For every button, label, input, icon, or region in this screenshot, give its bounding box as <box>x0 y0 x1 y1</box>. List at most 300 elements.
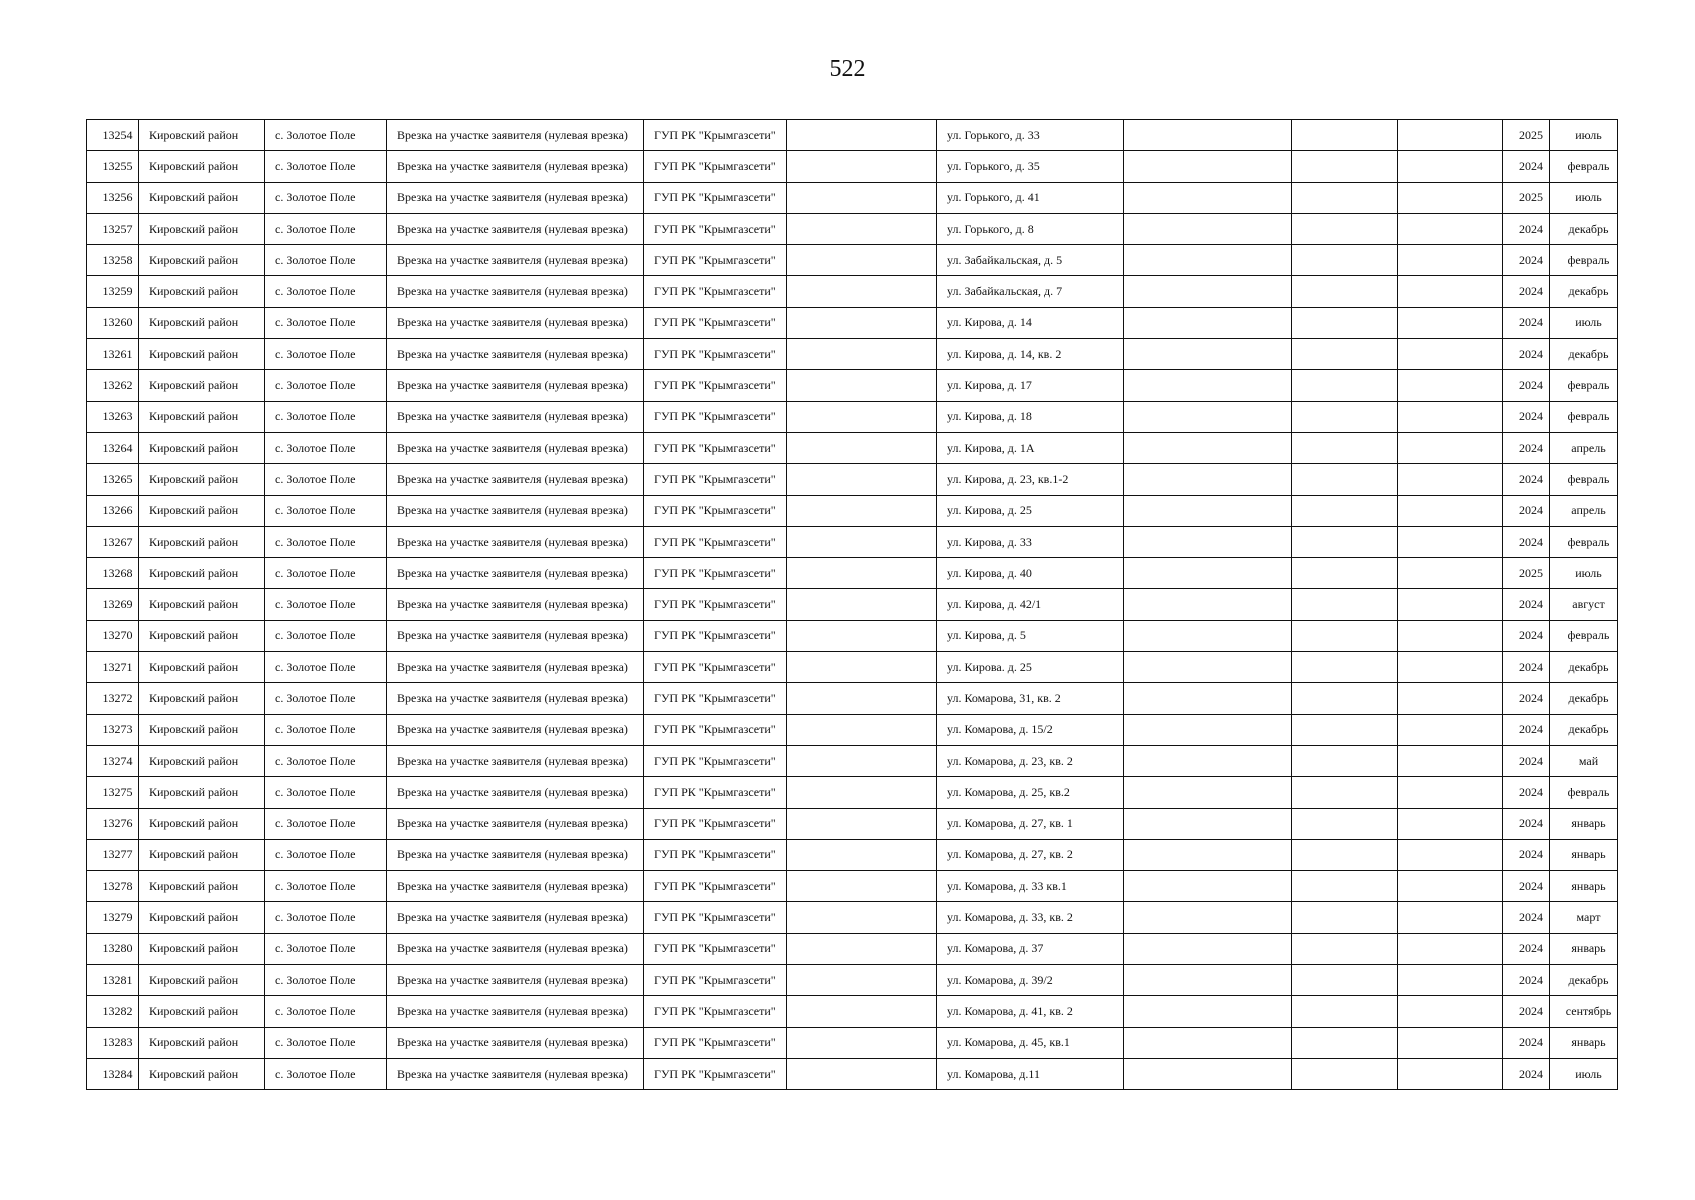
organization-cell: ГУП РК "Крымгазсети" <box>644 432 787 463</box>
work-type-cell: Врезка на участке заявителя (нулевая врезка) <box>387 558 644 589</box>
year-cell: 2024 <box>1503 1027 1550 1058</box>
year-cell: 2024 <box>1503 339 1550 370</box>
organization-cell: ГУП РК "Крымгазсети" <box>644 276 787 307</box>
month-cell: декабрь <box>1550 965 1618 996</box>
month-cell: апрель <box>1550 495 1618 526</box>
empty-cell <box>787 714 937 745</box>
address-cell: ул. Комарова, д. 27, кв. 2 <box>937 839 1124 870</box>
empty-cell <box>1124 182 1292 213</box>
work-type-cell: Врезка на участке заявителя (нулевая врезка) <box>387 652 644 683</box>
empty-cell <box>1398 1058 1503 1089</box>
empty-cell <box>1398 839 1503 870</box>
record-number: 13273 <box>87 714 139 745</box>
settlement-cell: с. Золотое Поле <box>265 652 387 683</box>
year-cell: 2024 <box>1503 808 1550 839</box>
empty-cell <box>1398 307 1503 338</box>
empty-cell <box>1398 432 1503 463</box>
work-type-cell: Врезка на участке заявителя (нулевая врезка) <box>387 1058 644 1089</box>
record-number: 13255 <box>87 151 139 182</box>
record-number: 13264 <box>87 432 139 463</box>
settlement-cell: с. Золотое Поле <box>265 401 387 432</box>
empty-cell <box>1292 245 1398 276</box>
empty-cell <box>1398 714 1503 745</box>
table-row <box>87 464 1618 495</box>
empty-cell <box>787 339 937 370</box>
month-cell: сентябрь <box>1550 996 1618 1027</box>
table-row <box>87 213 1618 244</box>
settlement-cell: с. Золотое Поле <box>265 1058 387 1089</box>
work-type-cell: Врезка на участке заявителя (нулевая врезка) <box>387 714 644 745</box>
district-cell: Кировский район <box>139 151 265 182</box>
district-cell: Кировский район <box>139 933 265 964</box>
empty-cell <box>1124 933 1292 964</box>
work-type-cell: Врезка на участке заявителя (нулевая врезка) <box>387 151 644 182</box>
district-cell: Кировский район <box>139 777 265 808</box>
record-number: 13275 <box>87 777 139 808</box>
empty-cell <box>787 401 937 432</box>
empty-cell <box>1292 213 1398 244</box>
work-type-cell: Врезка на участке заявителя (нулевая врезка) <box>387 526 644 557</box>
empty-cell <box>1124 307 1292 338</box>
settlement-cell: с. Золотое Поле <box>265 839 387 870</box>
month-cell: апрель <box>1550 432 1618 463</box>
work-type-cell: Врезка на участке заявителя (нулевая врезка) <box>387 965 644 996</box>
table-row <box>87 432 1618 463</box>
empty-cell <box>1292 307 1398 338</box>
work-type-cell: Врезка на участке заявителя (нулевая врезка) <box>387 683 644 714</box>
work-type-cell: Врезка на участке заявителя (нулевая врезка) <box>387 902 644 933</box>
organization-cell: ГУП РК "Крымгазсети" <box>644 464 787 495</box>
empty-cell <box>1292 1027 1398 1058</box>
empty-cell <box>1398 933 1503 964</box>
record-number: 13274 <box>87 745 139 776</box>
empty-cell <box>787 464 937 495</box>
year-cell: 2024 <box>1503 151 1550 182</box>
work-type-cell: Врезка на участке заявителя (нулевая врезка) <box>387 401 644 432</box>
address-cell: ул. Комарова, д.11 <box>937 1058 1124 1089</box>
record-number: 13262 <box>87 370 139 401</box>
empty-cell <box>787 933 937 964</box>
empty-cell <box>1124 620 1292 651</box>
settlement-cell: с. Золотое Поле <box>265 432 387 463</box>
year-cell: 2024 <box>1503 996 1550 1027</box>
settlement-cell: с. Золотое Поле <box>265 714 387 745</box>
empty-cell <box>787 307 937 338</box>
table-row <box>87 714 1618 745</box>
empty-cell <box>1292 839 1398 870</box>
year-cell: 2024 <box>1503 245 1550 276</box>
address-cell: ул. Забайкальская, д. 7 <box>937 276 1124 307</box>
record-number: 13261 <box>87 339 139 370</box>
record-number: 13266 <box>87 495 139 526</box>
month-cell: июль <box>1550 307 1618 338</box>
empty-cell <box>1292 777 1398 808</box>
work-type-cell: Врезка на участке заявителя (нулевая врезка) <box>387 307 644 338</box>
work-type-cell: Врезка на участке заявителя (нулевая врезка) <box>387 933 644 964</box>
address-cell: ул. Кирова. д. 25 <box>937 652 1124 683</box>
empty-cell <box>1398 589 1503 620</box>
settlement-cell: с. Золотое Поле <box>265 902 387 933</box>
district-cell: Кировский район <box>139 902 265 933</box>
empty-cell <box>1398 526 1503 557</box>
organization-cell: ГУП РК "Крымгазсети" <box>644 120 787 151</box>
district-cell: Кировский район <box>139 213 265 244</box>
empty-cell <box>1124 652 1292 683</box>
table-row <box>87 182 1618 213</box>
address-cell: ул. Комарова, д. 33, кв. 2 <box>937 902 1124 933</box>
settlement-cell: с. Золотое Поле <box>265 151 387 182</box>
district-cell: Кировский район <box>139 370 265 401</box>
empty-cell <box>787 745 937 776</box>
empty-cell <box>1124 745 1292 776</box>
empty-cell <box>1124 589 1292 620</box>
year-cell: 2024 <box>1503 276 1550 307</box>
address-cell: ул. Кирова, д. 14 <box>937 307 1124 338</box>
empty-cell <box>1292 996 1398 1027</box>
empty-cell <box>1398 276 1503 307</box>
empty-cell <box>1292 151 1398 182</box>
empty-cell <box>1398 808 1503 839</box>
empty-cell <box>1398 120 1503 151</box>
empty-cell <box>1124 714 1292 745</box>
empty-cell <box>1124 683 1292 714</box>
settlement-cell: с. Золотое Поле <box>265 777 387 808</box>
month-cell: декабрь <box>1550 339 1618 370</box>
work-type-cell: Врезка на участке заявителя (нулевая врезка) <box>387 620 644 651</box>
table-row <box>87 589 1618 620</box>
address-cell: ул. Комарова, 31, кв. 2 <box>937 683 1124 714</box>
work-type-cell: Врезка на участке заявителя (нулевая врезка) <box>387 464 644 495</box>
work-type-cell: Врезка на участке заявителя (нулевая врезка) <box>387 839 644 870</box>
record-number: 13278 <box>87 871 139 902</box>
empty-cell <box>1398 902 1503 933</box>
month-cell: февраль <box>1550 620 1618 651</box>
record-number: 13271 <box>87 652 139 683</box>
month-cell: август <box>1550 589 1618 620</box>
address-cell: ул. Горького, д. 33 <box>937 120 1124 151</box>
month-cell: декабрь <box>1550 213 1618 244</box>
year-cell: 2024 <box>1503 589 1550 620</box>
empty-cell <box>1292 526 1398 557</box>
empty-cell <box>1124 1027 1292 1058</box>
table-row <box>87 1058 1618 1089</box>
table-row <box>87 652 1618 683</box>
address-cell: ул. Комарова, д. 41, кв. 2 <box>937 996 1124 1027</box>
empty-cell <box>1124 808 1292 839</box>
settlement-cell: с. Золотое Поле <box>265 558 387 589</box>
settlement-cell: с. Золотое Поле <box>265 965 387 996</box>
empty-cell <box>1398 683 1503 714</box>
empty-cell <box>1124 245 1292 276</box>
record-number: 13257 <box>87 213 139 244</box>
settlement-cell: с. Золотое Поле <box>265 683 387 714</box>
empty-cell <box>1398 151 1503 182</box>
empty-cell <box>1398 652 1503 683</box>
organization-cell: ГУП РК "Крымгазсети" <box>644 182 787 213</box>
record-number: 13267 <box>87 526 139 557</box>
work-type-cell: Врезка на участке заявителя (нулевая врезка) <box>387 1027 644 1058</box>
organization-cell: ГУП РК "Крымгазсети" <box>644 620 787 651</box>
organization-cell: ГУП РК "Крымгазсети" <box>644 871 787 902</box>
record-number: 13283 <box>87 1027 139 1058</box>
district-cell: Кировский район <box>139 839 265 870</box>
district-cell: Кировский район <box>139 714 265 745</box>
empty-cell <box>1398 777 1503 808</box>
year-cell: 2024 <box>1503 401 1550 432</box>
empty-cell <box>1398 370 1503 401</box>
empty-cell <box>787 871 937 902</box>
empty-cell <box>787 902 937 933</box>
address-cell: ул. Комарова, д. 15/2 <box>937 714 1124 745</box>
settlement-cell: с. Золотое Поле <box>265 526 387 557</box>
table-row <box>87 307 1618 338</box>
organization-cell: ГУП РК "Крымгазсети" <box>644 808 787 839</box>
table-row <box>87 683 1618 714</box>
month-cell: январь <box>1550 808 1618 839</box>
table-row <box>87 620 1618 651</box>
organization-cell: ГУП РК "Крымгазсети" <box>644 151 787 182</box>
work-type-cell: Врезка на участке заявителя (нулевая врезка) <box>387 589 644 620</box>
month-cell: февраль <box>1550 401 1618 432</box>
year-cell: 2024 <box>1503 871 1550 902</box>
district-cell: Кировский район <box>139 432 265 463</box>
year-cell: 2024 <box>1503 432 1550 463</box>
empty-cell <box>1124 339 1292 370</box>
district-cell: Кировский район <box>139 996 265 1027</box>
organization-cell: ГУП РК "Крымгазсети" <box>644 370 787 401</box>
empty-cell <box>1292 902 1398 933</box>
district-cell: Кировский район <box>139 526 265 557</box>
empty-cell <box>1292 495 1398 526</box>
empty-cell <box>1398 620 1503 651</box>
work-type-cell: Врезка на участке заявителя (нулевая врезка) <box>387 996 644 1027</box>
empty-cell <box>1124 965 1292 996</box>
table-row <box>87 777 1618 808</box>
empty-cell <box>1292 120 1398 151</box>
empty-cell <box>787 120 937 151</box>
record-number: 13259 <box>87 276 139 307</box>
district-cell: Кировский район <box>139 339 265 370</box>
district-cell: Кировский район <box>139 120 265 151</box>
empty-cell <box>787 558 937 589</box>
year-cell: 2025 <box>1503 182 1550 213</box>
empty-cell <box>1124 1058 1292 1089</box>
empty-cell <box>787 965 937 996</box>
year-cell: 2024 <box>1503 495 1550 526</box>
district-cell: Кировский район <box>139 871 265 902</box>
empty-cell <box>1124 401 1292 432</box>
table-row <box>87 808 1618 839</box>
record-number: 13282 <box>87 996 139 1027</box>
organization-cell: ГУП РК "Крымгазсети" <box>644 683 787 714</box>
organization-cell: ГУП РК "Крымгазсети" <box>644 213 787 244</box>
record-number: 13254 <box>87 120 139 151</box>
table-row <box>87 339 1618 370</box>
empty-cell <box>1398 495 1503 526</box>
work-type-cell: Врезка на участке заявителя (нулевая врезка) <box>387 871 644 902</box>
work-type-cell: Врезка на участке заявителя (нулевая врезка) <box>387 339 644 370</box>
empty-cell <box>1398 401 1503 432</box>
month-cell: февраль <box>1550 777 1618 808</box>
record-number: 13263 <box>87 401 139 432</box>
empty-cell <box>1124 871 1292 902</box>
empty-cell <box>1292 370 1398 401</box>
empty-cell <box>787 370 937 401</box>
year-cell: 2024 <box>1503 683 1550 714</box>
registry-table <box>86 119 1618 1090</box>
settlement-cell: с. Золотое Поле <box>265 620 387 651</box>
table-row <box>87 151 1618 182</box>
district-cell: Кировский район <box>139 683 265 714</box>
month-cell: февраль <box>1550 245 1618 276</box>
empty-cell <box>1124 432 1292 463</box>
empty-cell <box>1398 558 1503 589</box>
district-cell: Кировский район <box>139 495 265 526</box>
year-cell: 2024 <box>1503 714 1550 745</box>
record-number: 13272 <box>87 683 139 714</box>
settlement-cell: с. Золотое Поле <box>265 245 387 276</box>
settlement-cell: с. Золотое Поле <box>265 589 387 620</box>
organization-cell: ГУП РК "Крымгазсети" <box>644 495 787 526</box>
empty-cell <box>787 182 937 213</box>
record-number: 13256 <box>87 182 139 213</box>
address-cell: ул. Горького, д. 35 <box>937 151 1124 182</box>
table-row <box>87 245 1618 276</box>
empty-cell <box>1398 245 1503 276</box>
table-row <box>87 495 1618 526</box>
empty-cell <box>1124 495 1292 526</box>
month-cell: февраль <box>1550 151 1618 182</box>
month-cell: декабрь <box>1550 683 1618 714</box>
district-cell: Кировский район <box>139 589 265 620</box>
empty-cell <box>1124 777 1292 808</box>
month-cell: июль <box>1550 558 1618 589</box>
month-cell: январь <box>1550 871 1618 902</box>
empty-cell <box>787 620 937 651</box>
organization-cell: ГУП РК "Крымгазсети" <box>644 526 787 557</box>
month-cell: июль <box>1550 182 1618 213</box>
settlement-cell: с. Золотое Поле <box>265 1027 387 1058</box>
record-number: 13281 <box>87 965 139 996</box>
settlement-cell: с. Золотое Поле <box>265 871 387 902</box>
empty-cell <box>1398 464 1503 495</box>
district-cell: Кировский район <box>139 745 265 776</box>
work-type-cell: Врезка на участке заявителя (нулевая врезка) <box>387 745 644 776</box>
empty-cell <box>787 432 937 463</box>
address-cell: ул. Комарова, д. 37 <box>937 933 1124 964</box>
organization-cell: ГУП РК "Крымгазсети" <box>644 558 787 589</box>
settlement-cell: с. Золотое Поле <box>265 370 387 401</box>
table-row <box>87 902 1618 933</box>
empty-cell <box>787 589 937 620</box>
record-number: 13258 <box>87 245 139 276</box>
settlement-cell: с. Золотое Поле <box>265 933 387 964</box>
table-row <box>87 276 1618 307</box>
organization-cell: ГУП РК "Крымгазсети" <box>644 839 787 870</box>
page-number: 522 <box>829 56 866 82</box>
district-cell: Кировский район <box>139 965 265 996</box>
table-row <box>87 839 1618 870</box>
work-type-cell: Врезка на участке заявителя (нулевая врезка) <box>387 276 644 307</box>
table-row <box>87 558 1618 589</box>
settlement-cell: с. Золотое Поле <box>265 495 387 526</box>
address-cell: ул. Кирова, д. 40 <box>937 558 1124 589</box>
year-cell: 2024 <box>1503 213 1550 244</box>
organization-cell: ГУП РК "Крымгазсети" <box>644 996 787 1027</box>
month-cell: июль <box>1550 120 1618 151</box>
empty-cell <box>1124 120 1292 151</box>
address-cell: ул. Кирова, д. 17 <box>937 370 1124 401</box>
organization-cell: ГУП РК "Крымгазсети" <box>644 745 787 776</box>
district-cell: Кировский район <box>139 620 265 651</box>
record-number: 13279 <box>87 902 139 933</box>
address-cell: ул. Кирова, д. 14, кв. 2 <box>937 339 1124 370</box>
organization-cell: ГУП РК "Крымгазсети" <box>644 902 787 933</box>
month-cell: декабрь <box>1550 714 1618 745</box>
empty-cell <box>787 652 937 683</box>
organization-cell: ГУП РК "Крымгазсети" <box>644 1027 787 1058</box>
empty-cell <box>1124 464 1292 495</box>
table-row <box>87 745 1618 776</box>
organization-cell: ГУП РК "Крымгазсети" <box>644 714 787 745</box>
address-cell: ул. Комарова, д. 45, кв.1 <box>937 1027 1124 1058</box>
work-type-cell: Врезка на участке заявителя (нулевая врезка) <box>387 213 644 244</box>
record-number: 13277 <box>87 839 139 870</box>
year-cell: 2024 <box>1503 307 1550 338</box>
address-cell: ул. Комарова, д. 25, кв.2 <box>937 777 1124 808</box>
organization-cell: ГУП РК "Крымгазсети" <box>644 339 787 370</box>
address-cell: ул. Горького, д. 8 <box>937 213 1124 244</box>
empty-cell <box>1292 401 1398 432</box>
address-cell: ул. Комарова, д. 27, кв. 1 <box>937 808 1124 839</box>
empty-cell <box>1398 213 1503 244</box>
organization-cell: ГУП РК "Крымгазсети" <box>644 589 787 620</box>
year-cell: 2024 <box>1503 777 1550 808</box>
record-number: 13280 <box>87 933 139 964</box>
empty-cell <box>1292 933 1398 964</box>
district-cell: Кировский район <box>139 558 265 589</box>
table-row <box>87 933 1618 964</box>
record-number: 13276 <box>87 808 139 839</box>
work-type-cell: Врезка на участке заявителя (нулевая врезка) <box>387 120 644 151</box>
work-type-cell: Врезка на участке заявителя (нулевая врезка) <box>387 495 644 526</box>
empty-cell <box>1124 526 1292 557</box>
empty-cell <box>1292 620 1398 651</box>
record-number: 13268 <box>87 558 139 589</box>
empty-cell <box>1292 871 1398 902</box>
year-cell: 2024 <box>1503 745 1550 776</box>
year-cell: 2024 <box>1503 839 1550 870</box>
settlement-cell: с. Золотое Поле <box>265 996 387 1027</box>
table-row <box>87 370 1618 401</box>
year-cell: 2024 <box>1503 620 1550 651</box>
settlement-cell: с. Золотое Поле <box>265 745 387 776</box>
empty-cell <box>787 526 937 557</box>
table-row <box>87 1027 1618 1058</box>
address-cell: ул. Кирова, д. 42/1 <box>937 589 1124 620</box>
empty-cell <box>787 276 937 307</box>
district-cell: Кировский район <box>139 1027 265 1058</box>
month-cell: февраль <box>1550 464 1618 495</box>
organization-cell: ГУП РК "Крымгазсети" <box>644 933 787 964</box>
empty-cell <box>1292 714 1398 745</box>
empty-cell <box>1124 213 1292 244</box>
empty-cell <box>1292 558 1398 589</box>
year-cell: 2024 <box>1503 1058 1550 1089</box>
empty-cell <box>787 839 937 870</box>
empty-cell <box>787 151 937 182</box>
settlement-cell: с. Золотое Поле <box>265 120 387 151</box>
